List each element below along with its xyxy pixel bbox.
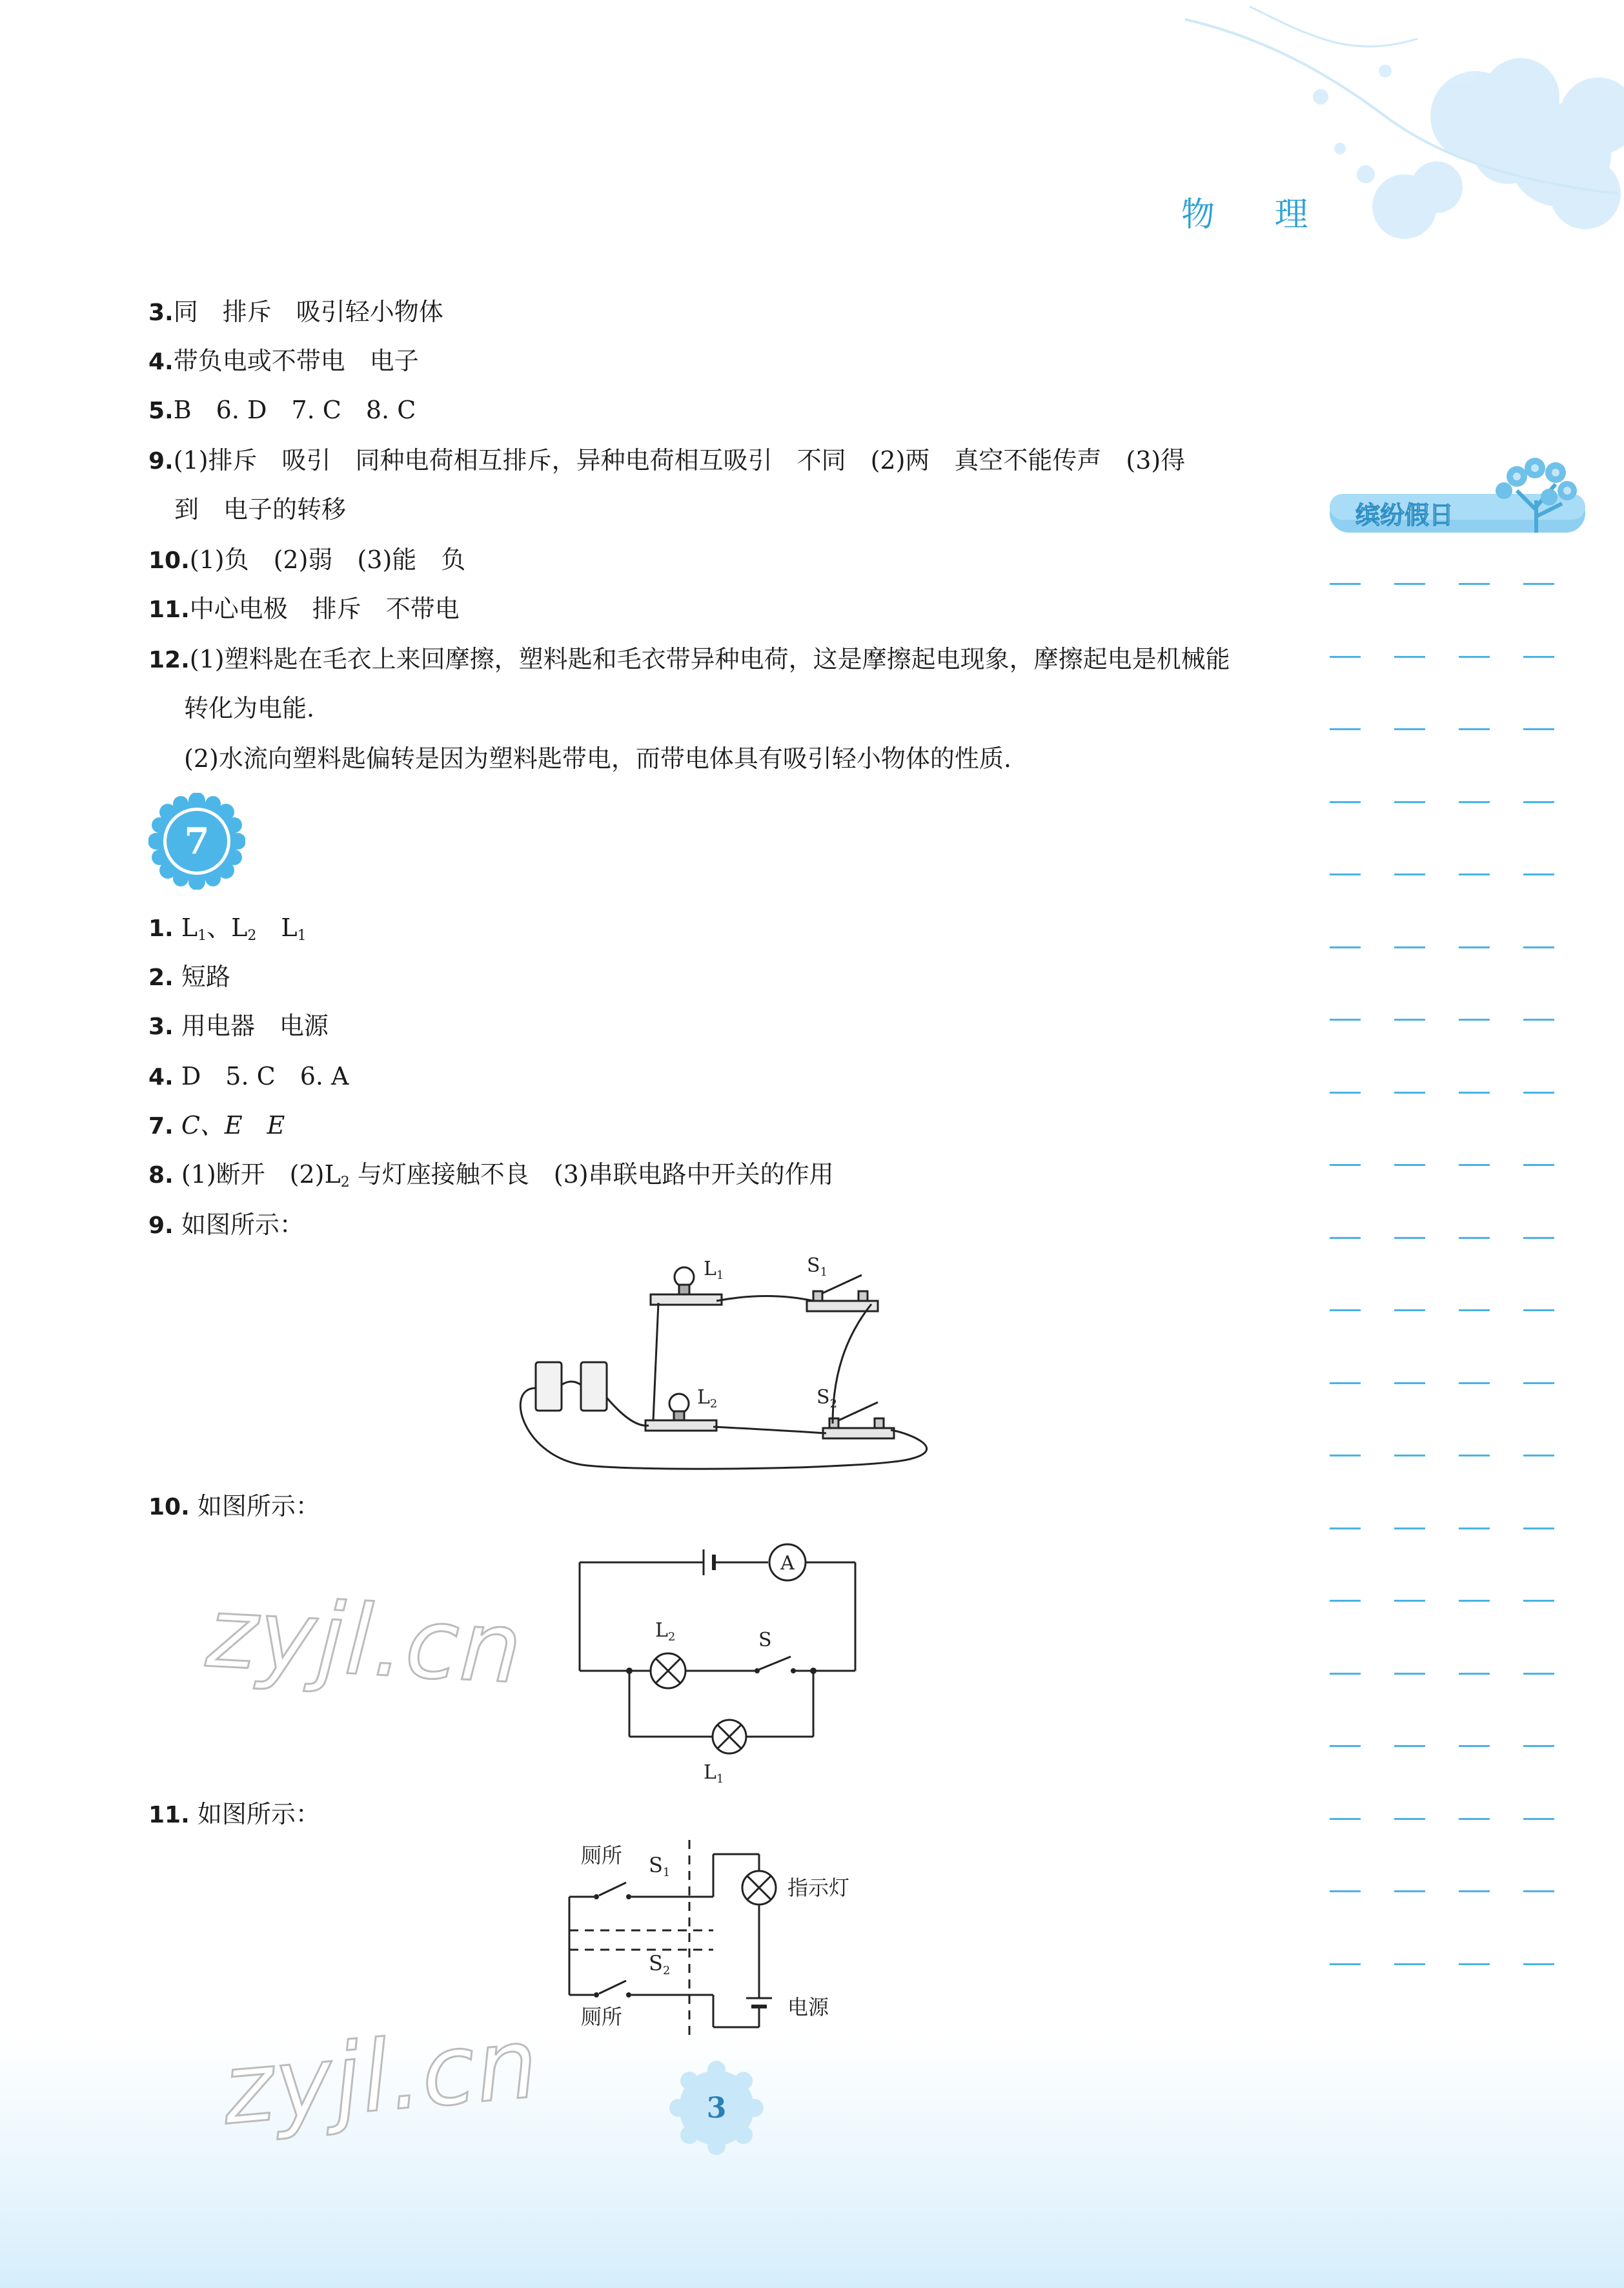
watermark: zyjl.cn	[218, 2007, 543, 2147]
note-line	[1330, 1963, 1585, 1965]
sidebar-header	[1330, 439, 1588, 555]
page-number-badge	[668, 2059, 765, 2156]
note-line	[1330, 1019, 1585, 1021]
answer-line: 11.中心电极 排斥 不带电	[148, 595, 460, 623]
note-line	[1330, 1673, 1585, 1675]
svg-text:S: S	[758, 1629, 772, 1651]
answer-line: 3. 用电器 电源	[148, 1012, 329, 1040]
answer-line: 2. 短路	[148, 963, 230, 991]
answer-line: 10. 如图所示：	[148, 1492, 320, 1520]
svg-text:L2: $L_2$	[655, 1619, 676, 1644]
svg-text:厕所: 厕所	[581, 1843, 623, 1868]
answer-line: 1. $L_1$、$L_2$ $L_1$	[148, 914, 307, 944]
answer-line: 11. 如图所示：	[148, 1800, 320, 1828]
svg-text:厕所: 厕所	[581, 2005, 623, 2029]
note-line	[1330, 1092, 1585, 1094]
note-line	[1330, 946, 1585, 948]
note-line	[1330, 1237, 1585, 1239]
answer-line: 8. (1)断开 $(2)L_2$ 与灯座接触不良 (3)串联电路中开关的作用	[148, 1160, 834, 1190]
svg-text:电源: 电源	[787, 1995, 829, 2019]
figure-11-circuit	[562, 1840, 897, 2040]
svg-text:S1: S1	[649, 1853, 671, 1879]
svg-text:S2: S2	[649, 1951, 671, 1977]
note-line	[1330, 1309, 1585, 1311]
answer-line: 7. C、E E	[148, 1111, 285, 1139]
answer-line: 12.(1)塑料匙在毛衣上来回摩擦，塑料匙和毛衣带异种电荷，这是摩擦起电现象，摩擦起电是机械能	[148, 645, 1230, 673]
answer-line: 转化为电能.	[184, 694, 315, 722]
figure-10-circuit	[568, 1530, 865, 1788]
figure-9-circuit	[510, 1246, 929, 1478]
svg-text:L1: $L_1$	[704, 1761, 724, 1786]
note-line	[1330, 1164, 1585, 1166]
svg-text:L1: $L_1$	[704, 1258, 724, 1282]
note-line	[1330, 1455, 1585, 1456]
note-line	[1330, 801, 1585, 803]
svg-text:A: A	[780, 1552, 795, 1575]
note-line	[1330, 1745, 1585, 1747]
svg-text:3: 3	[706, 2092, 727, 2125]
answer-line: 9. 如图所示：	[148, 1210, 304, 1239]
answer-line: 4.带负电或不带电 电子	[148, 347, 419, 375]
svg-text:L2: $L_2$	[697, 1386, 718, 1411]
note-line	[1330, 1890, 1585, 1892]
answer-line: 3.同 排斥 吸引轻小物体	[148, 298, 443, 326]
note-line	[1330, 1527, 1585, 1529]
svg-text:S1: $S_1$	[807, 1254, 828, 1279]
svg-text:S2: $S_2$	[817, 1386, 838, 1411]
answer-line: 9.(1)排斥 吸引 同种电荷相互排斥，异种电荷相互吸引 不同 (2)两 真空不能传声 (3)得	[148, 446, 1186, 475]
answer-line: 到 电子的转移	[174, 495, 347, 524]
subject-title: 物 理	[1181, 196, 1333, 234]
note-line	[1330, 656, 1585, 658]
watermark: zyjl.cn	[203, 1577, 526, 1706]
svg-text:7: 7	[184, 820, 210, 863]
note-line	[1330, 1600, 1585, 1602]
note-line	[1330, 1382, 1585, 1384]
answer-line: 4. D 5. C 6. A	[148, 1062, 349, 1090]
answer-line: (2)水流向塑料匙偏转是因为塑料匙带电，而带电体具有吸引轻小物体的性质.	[184, 744, 1011, 773]
answer-line: 5.B 6. D 7. C 8. C	[148, 396, 416, 424]
svg-text:缤纷假日: 缤纷假日	[1355, 501, 1454, 529]
answer-line: 10.(1)负 (2)弱 (3)能 负	[148, 546, 466, 574]
section-badge	[148, 793, 245, 890]
note-line	[1330, 873, 1585, 875]
note-line	[1330, 1818, 1585, 1820]
svg-text:指示灯: 指示灯	[787, 1875, 850, 1900]
note-line	[1330, 728, 1585, 730]
note-line	[1330, 583, 1585, 585]
